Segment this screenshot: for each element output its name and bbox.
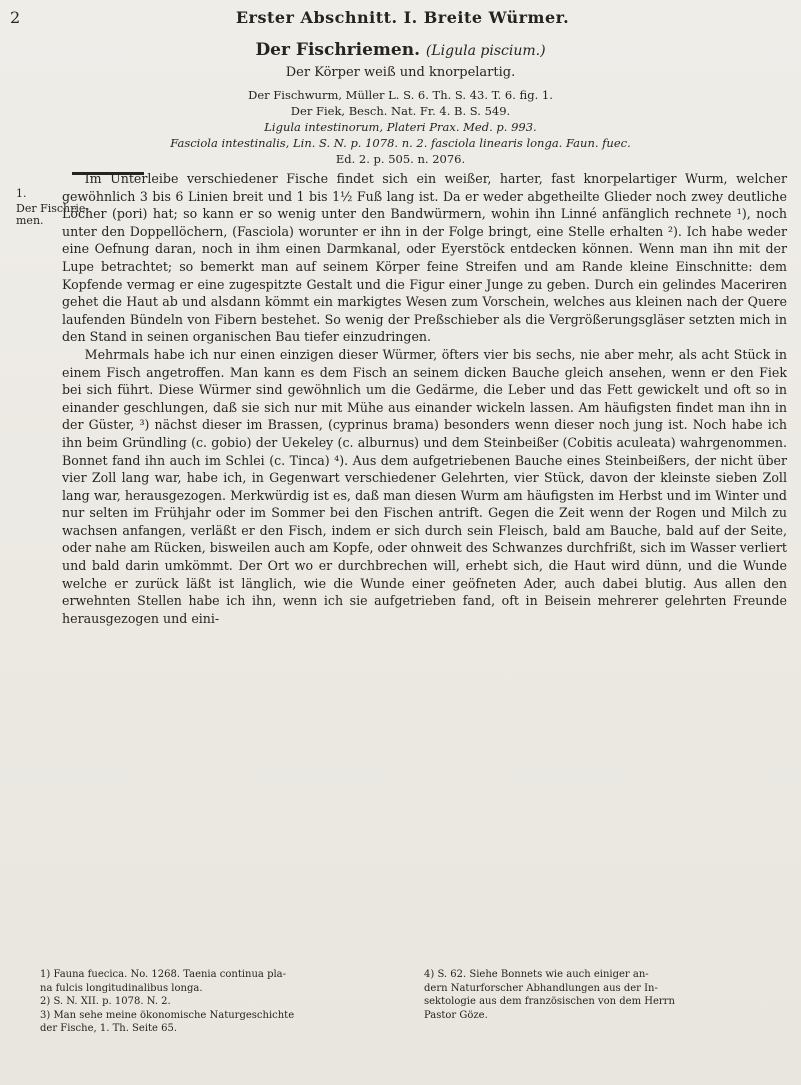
margin-label: men. <box>16 214 44 227</box>
page-number: 2 <box>10 8 21 27</box>
synonym-line: Ligula intestinorum, Plateri Prax. Med. p. 993. <box>264 120 537 134</box>
footnote-line: Pastor Göze. <box>424 1009 488 1021</box>
running-title: Erster Abschnitt. I. Breite Würmer. <box>235 8 570 27</box>
footnote-line: 4) S. 62. Siehe Bonnets wie auch einiger an- <box>424 969 649 980</box>
section-title-latin: (Ligula piscium.) <box>425 43 546 59</box>
footnote-line: 3) Man sehe meine ökonomische Naturgeschichte <box>40 1009 295 1021</box>
footnote-line: der Fische, 1. Th. Seite 65. <box>40 1023 178 1034</box>
margin-label: Der Fischrie- <box>16 202 90 215</box>
footnote-line: 1) Fauna fuecica. No. 1268. Taenia continua pla- <box>40 969 287 980</box>
section-title-main: Der Fischriemen. <box>255 40 420 60</box>
footnote-line: sektologie aus dem französischen von dem Herrn <box>424 996 675 1007</box>
footnotes-left-column <box>40 968 400 1036</box>
synonym-line: Der Fischwurm, Müller L. S. 6. Th. S. 43. T. 6. fig. 1. <box>248 88 553 102</box>
synonym-line: Fasciola intestinalis, Lin. S. N. p. 1078. n. 2. fasciola linearis longa. Faun. fuec. <box>170 136 631 150</box>
page-header <box>10 8 795 30</box>
margin-number: 1. <box>16 187 27 200</box>
section-subtitle: Der Körper weiß und knorpelartig. <box>285 65 516 80</box>
body-text <box>62 170 787 627</box>
section-title <box>0 40 801 60</box>
footnote-line: dern Naturforscher Abhandlungen aus der In- <box>424 982 658 994</box>
footnotes-right-column <box>424 968 784 1022</box>
paragraph: Im Unterleibe verschiedener Fische findet sich ein weißer, harter, fast knorpelartiger Wurm, welcher gewöhnlich 3 bis 6 Linien breit und 1 bis 1½ Fuß lang ist. Da er weder abgetheilte Glieder noch zwey deutliche Löcher (pori) hat; so kann er so wenig unter den Bandwürmern, wohin ihn Linné anfänglich rechnete ¹), noch unter den Doppellöchern, (Fasciola) worunter er ihn in der Folge bringt, eine Stelle erhalten ²). Ich habe weder eine Oefnung daran, noch in ihm einen Darmkanal, oder Eyerstöck entdecken können. Wenn man ihn mit der Lupe betrachtet; so bemerkt man auf seinem Körper feine Streifen und am Rande kleine Einschnitte: dem Kopfende vermag er eine zugespitzte Gestalt und die Figur einer Junge zu geben. Durch ein gelindes Maceriren gehet die Haut ab und alsdann kömmt ein markigtes Wesen zum Vorschein, welches aus kleinen nach der Quere laufenden Bündeln von Fibern bestehet. So wenig der Preßschieber als die Vergrößerungsgläser setzten mich in den Stand in seinen organischen Bau tiefer einzudringen. <box>62 171 787 345</box>
paragraph: Mehrmals habe ich nur einen einzigen dieser Würmer, öfters vier bis sechs, nie aber mehr, als acht Stück in einem Fisch angetroffen. Man kann es dem Fisch an seinem dicken Bauche gleich ansehen, wenn er den Fiek bei sich führt. Diese Würmer sind gewöhnlich um die Gedärme, die Leber und das Fett gewickelt und oft so in einander geschlungen, daß sie sich nur mit Mühe aus einander wickeln lassen. Am häufigsten findet man ihn in der Güster, ³) nächst dieser im Brassen, (cyprinus brama) besonders wenn dieser noch jung ist. Noch habe ich ihn beim Gründling (c. gobio) der Uekeley (c. alburnus) und dem Steinbeißer (Cobitis aculeata) wahrgenommen. Bonnet fand ihn auch im Schlei (c. Tinca) ⁴). Aus dem aufgetriebenen Bauche eines Steinbeißers, der nicht über vier Zoll lang war, habe ich, in Gegenwart verschiedener Gelehrten, vier Stück, davon der kleinste sieben Zoll lang war, herausgezogen. Merkwürdig ist es, daß man diesen Wurm am häufigsten im Herbst und im Winter und nur selten im Frühjahr oder im Sommer bei den Fischen antrift. Gegen die Zeit wenn der Rogen und Milch zu wachsen anfangen, verläßt er den Fisch, indem er sich durch sein Fleisch, bald am Bauche, bald auf der Seite, oder nahe am Rücken, bisweilen auch am Kopfe, oder ohnweit des Schwanzes durchfrißt, sich im Wasser verliert und bald darin umkömmt. Der Ort wo er durchbrechen will, erhebt sich, die Haut wird dünn, und die Wunde welche er zurück läßt ist länglich, wie die Wunde einer geöfneten Ader, auch dabei blutig. Aus allen den erwehnten Stellen habe ich ihn, wenn ich sie aufgetrieben fand, oft in Beisein mehrerer gelehrten Freunde herausgezogen und eini- <box>62 346 787 626</box>
synonym-line: Der Fiek, Besch. Nat. Fr. 4. B. S. 549. <box>290 104 511 118</box>
footnote-line: na fulcis longitudinalibus longa. <box>40 982 203 994</box>
footnote-line: 2) S. N. XII. p. 1078. N. 2. <box>40 996 171 1007</box>
synonym-line: Ed. 2. p. 505. n. 2076. <box>335 152 466 166</box>
